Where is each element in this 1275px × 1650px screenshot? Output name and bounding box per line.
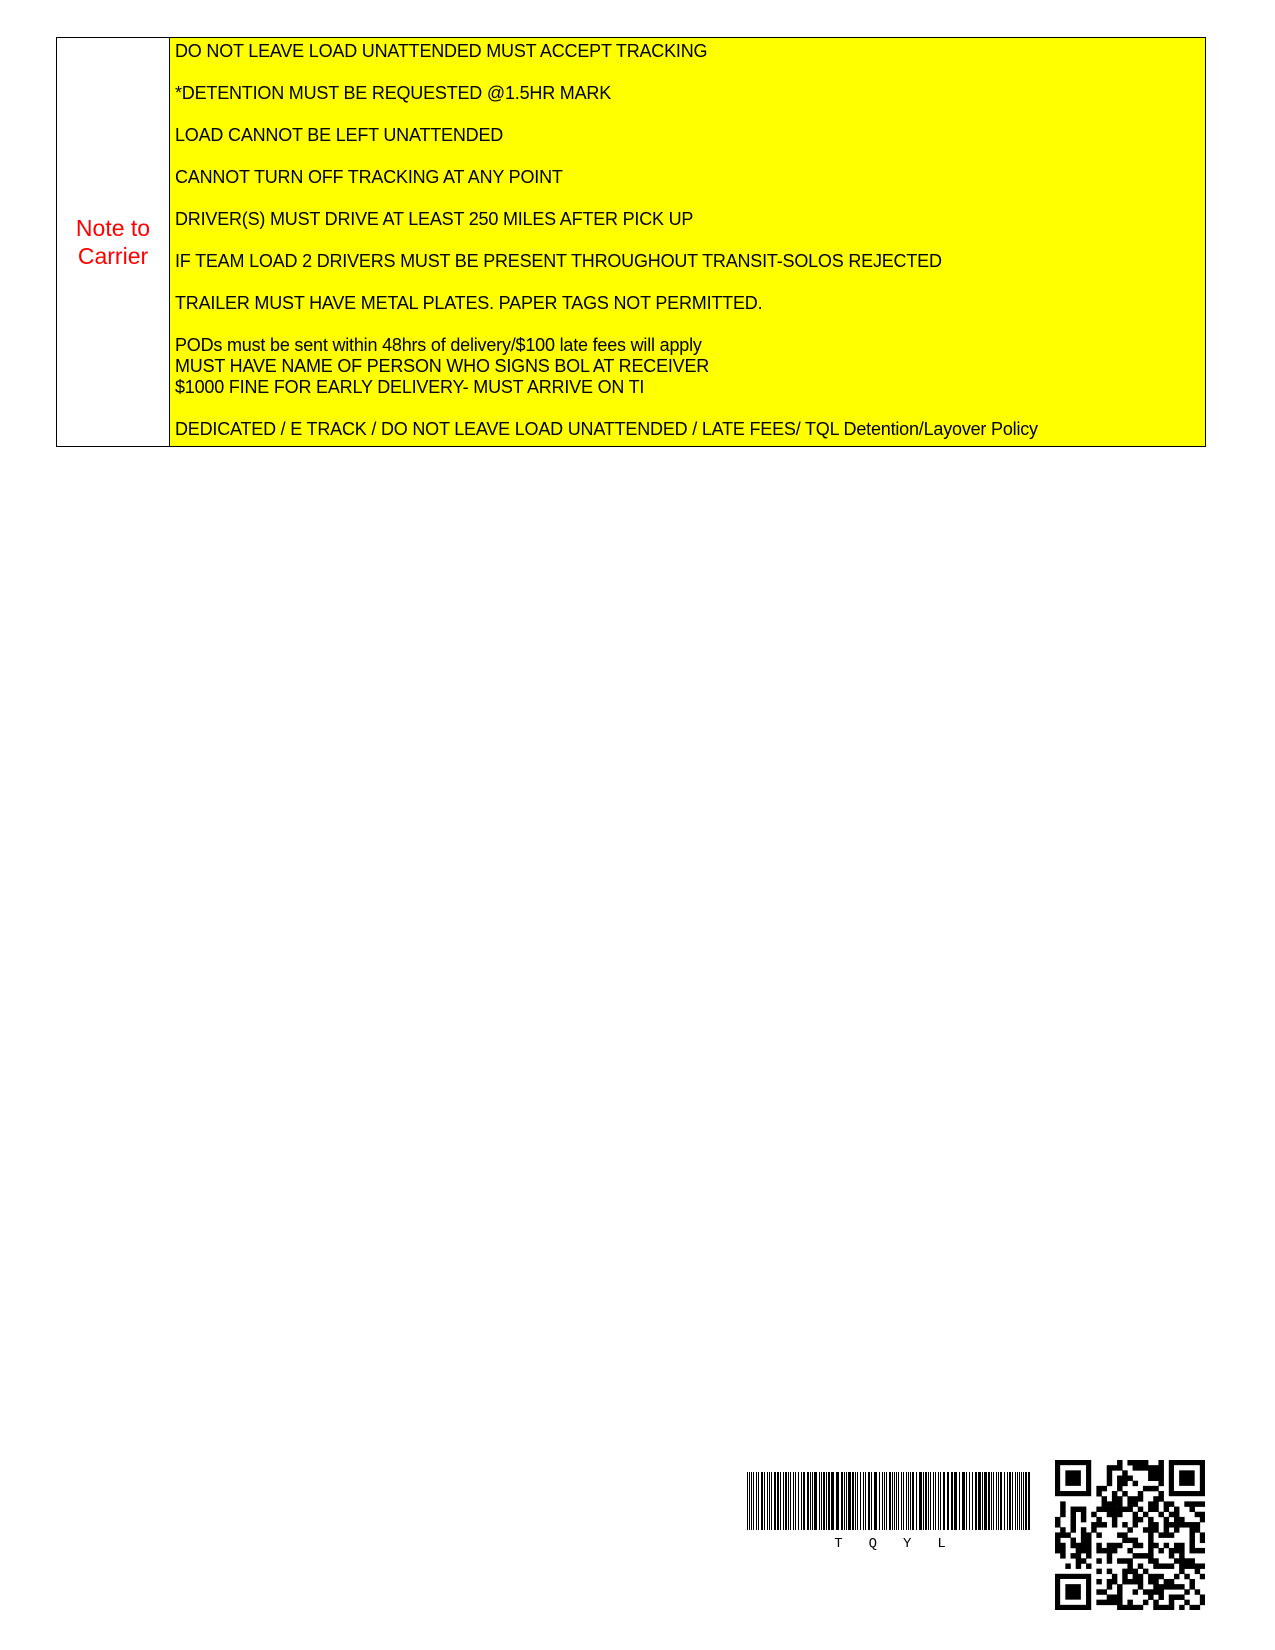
note-line: IF TEAM LOAD 2 DRIVERS MUST BE PRESENT THROUGHOUT TRANSIT-SOLOS REJECTED xyxy=(175,251,942,271)
barcode xyxy=(745,1472,1035,1552)
note-line: PODs must be sent within 48hrs of delivery/$100 late fees will apply xyxy=(175,335,702,355)
note-line: DO NOT LEAVE LOAD UNATTENDED MUST ACCEPT TRACKING xyxy=(175,41,708,61)
note-line: DRIVER(S) MUST DRIVE AT LEAST 250 MILES AFTER PICK UP xyxy=(175,209,694,229)
note-to-carrier-box xyxy=(56,37,1206,447)
note-label-cell xyxy=(57,38,170,446)
note-line: CANNOT TURN OFF TRACKING AT ANY POINT xyxy=(175,167,563,187)
note-line: LOAD CANNOT BE LEFT UNATTENDED xyxy=(175,125,504,145)
note-line: DEDICATED / E TRACK / DO NOT LEAVE LOAD UNATTENDED / LATE FEES/ TQL Detention/Layover Policy xyxy=(175,419,1038,439)
codes-area xyxy=(745,1460,1210,1615)
barcode-text: TQYL xyxy=(834,1536,972,1552)
qr-code-icon xyxy=(1055,1460,1205,1610)
note-line: $1000 FINE FOR EARLY DELIVERY- MUST ARRIVE ON TI xyxy=(175,377,645,397)
note-line: MUST HAVE NAME OF PERSON WHO SIGNS BOL AT RECEIVER xyxy=(175,356,710,376)
note-line: *DETENTION MUST BE REQUESTED @1.5HR MARK xyxy=(175,83,612,103)
note-to-carrier-label: Note to Carrier xyxy=(75,215,151,269)
note-line: TRAILER MUST HAVE METAL PLATES. PAPER TAGS NOT PERMITTED. xyxy=(175,293,763,313)
note-lines xyxy=(170,38,1205,446)
